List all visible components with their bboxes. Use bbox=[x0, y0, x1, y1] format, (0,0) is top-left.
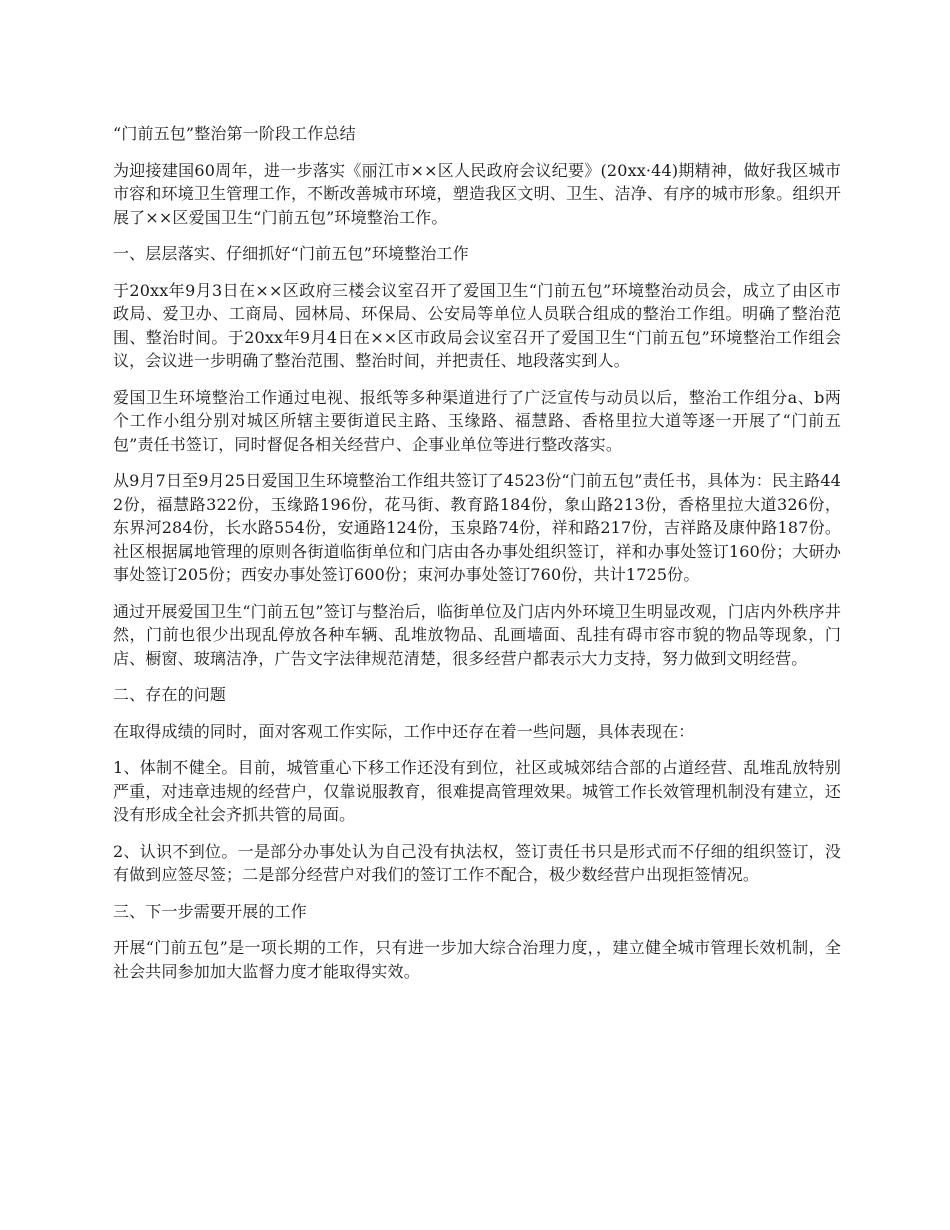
document-title: “门前五包”整治第一阶段工作总结 bbox=[113, 124, 356, 143]
document-page bbox=[113, 122, 841, 996]
section1-paragraph-2: 爱国卫生环境整治工作通过电视、报纸等多种渠道进行了广泛宣传与动员以后，整治工作组分a、b两个工作小组分别对城区所辖主要街道民主路、玉缘路、福慧路、香格里拉大道等逐一开展了“门前五包”责任书签订，同时督促各相关经营户、企事业单位等进行整改落实。 bbox=[113, 387, 841, 454]
section3-paragraph-1: 开展“门前五包”是一项长期的工作，只有进一步加大综合治理力度，，建立健全城市管理长效机制，全社会共同参加加大监督力度才能取得实效。 bbox=[113, 938, 841, 981]
intro-paragraph: 为迎接建国60周年，进一步落实《丽江市××区人民政府会议纪要》(20xx·44)期精神，做好我区城市市容和环境卫生管理工作，不断改善城市环境，塑造我区文明、卫生、洁净、有序的城市形象。组织开展了××区爱国卫生“门前五包”环境整治工作。 bbox=[113, 160, 841, 227]
section3-heading: 三、下一步需要开展的工作 bbox=[113, 901, 307, 921]
section2-paragraph-1: 在取得成绩的同时，面对客观工作实际，工作中还存在着一些问题，具体表现在： bbox=[113, 721, 695, 741]
section2-paragraph-3: 2、认识不到位。一是部分办事处认为自己没有执法权，签订责任书只是形式而不仔细的组织签订，没有做到应签尽签；二是部分经营户对我们的签订工作不配合，极少数经营户出现拒签情况。 bbox=[113, 841, 841, 884]
section1-paragraph-3: 从9月7日至9月25日爱国卫生环境整治工作组共签订了4523份“门前五包”责任书，具体为：民主路442份，福慧路322份，玉缘路196份，花马街、教育路184份，象山路213份，香格里拉大道326份，东界河284份，长水路554份，安通路124份，玉泉路74份，祥和路217份，吉祥路及康仲路187份。社区根据属地管理的原则各街道临街单位和门店由各办事处组织签订，祥和办事处签订160份；大研办事处签订205份；西安办事处签订600份；束河办事处签订760份，共计1725份。 bbox=[113, 471, 841, 584]
section2-paragraph-2: 1、体制不健全。目前，城管重心下移工作还没有到位，社区或城郊结合部的占道经营、乱堆乱放特别严重，对违章违规的经营户，仅靠说服教育，很难提高管理效果。城管工作长效管理机制没有建立，还没有形成全社会齐抓共管的局面。 bbox=[113, 758, 841, 824]
section1-heading: 一、层层落实、仔细抓好“门前五包”环境整治工作 bbox=[113, 244, 469, 263]
section2-heading: 二、存在的问题 bbox=[113, 685, 227, 704]
section1-paragraph-4: 通过开展爱国卫生“门前五包”签订与整治后，临街单位及门店内外环境卫生明显改观，门店内外秩序井然，门前也很少出现乱停放各种车辆、乱堆放物品、乱画墙面、乱挂有碍市容市貌的物品等现象，门店、橱窗、玻璃洁净，广告文字法律规范清楚，很多经营户都表示大力支持，努力做到文明经营。 bbox=[113, 601, 841, 668]
section1-paragraph-1: 于20xx年9月3日在××区政府三楼会议室召开了爱国卫生“门前五包”环境整治动员会，成立了由区市政局、爱卫办、工商局、园林局、环保局、公安局等单位人员联合组成的整治工作组。明确了整治范围、整治时间。于20xx年9月4日在××区市政局会议室召开了爱国卫生“门前五包”环境整治工作组会议，会议进一步明确了整治范围、整治时间，并把责任、地段落实到人。 bbox=[113, 280, 841, 370]
